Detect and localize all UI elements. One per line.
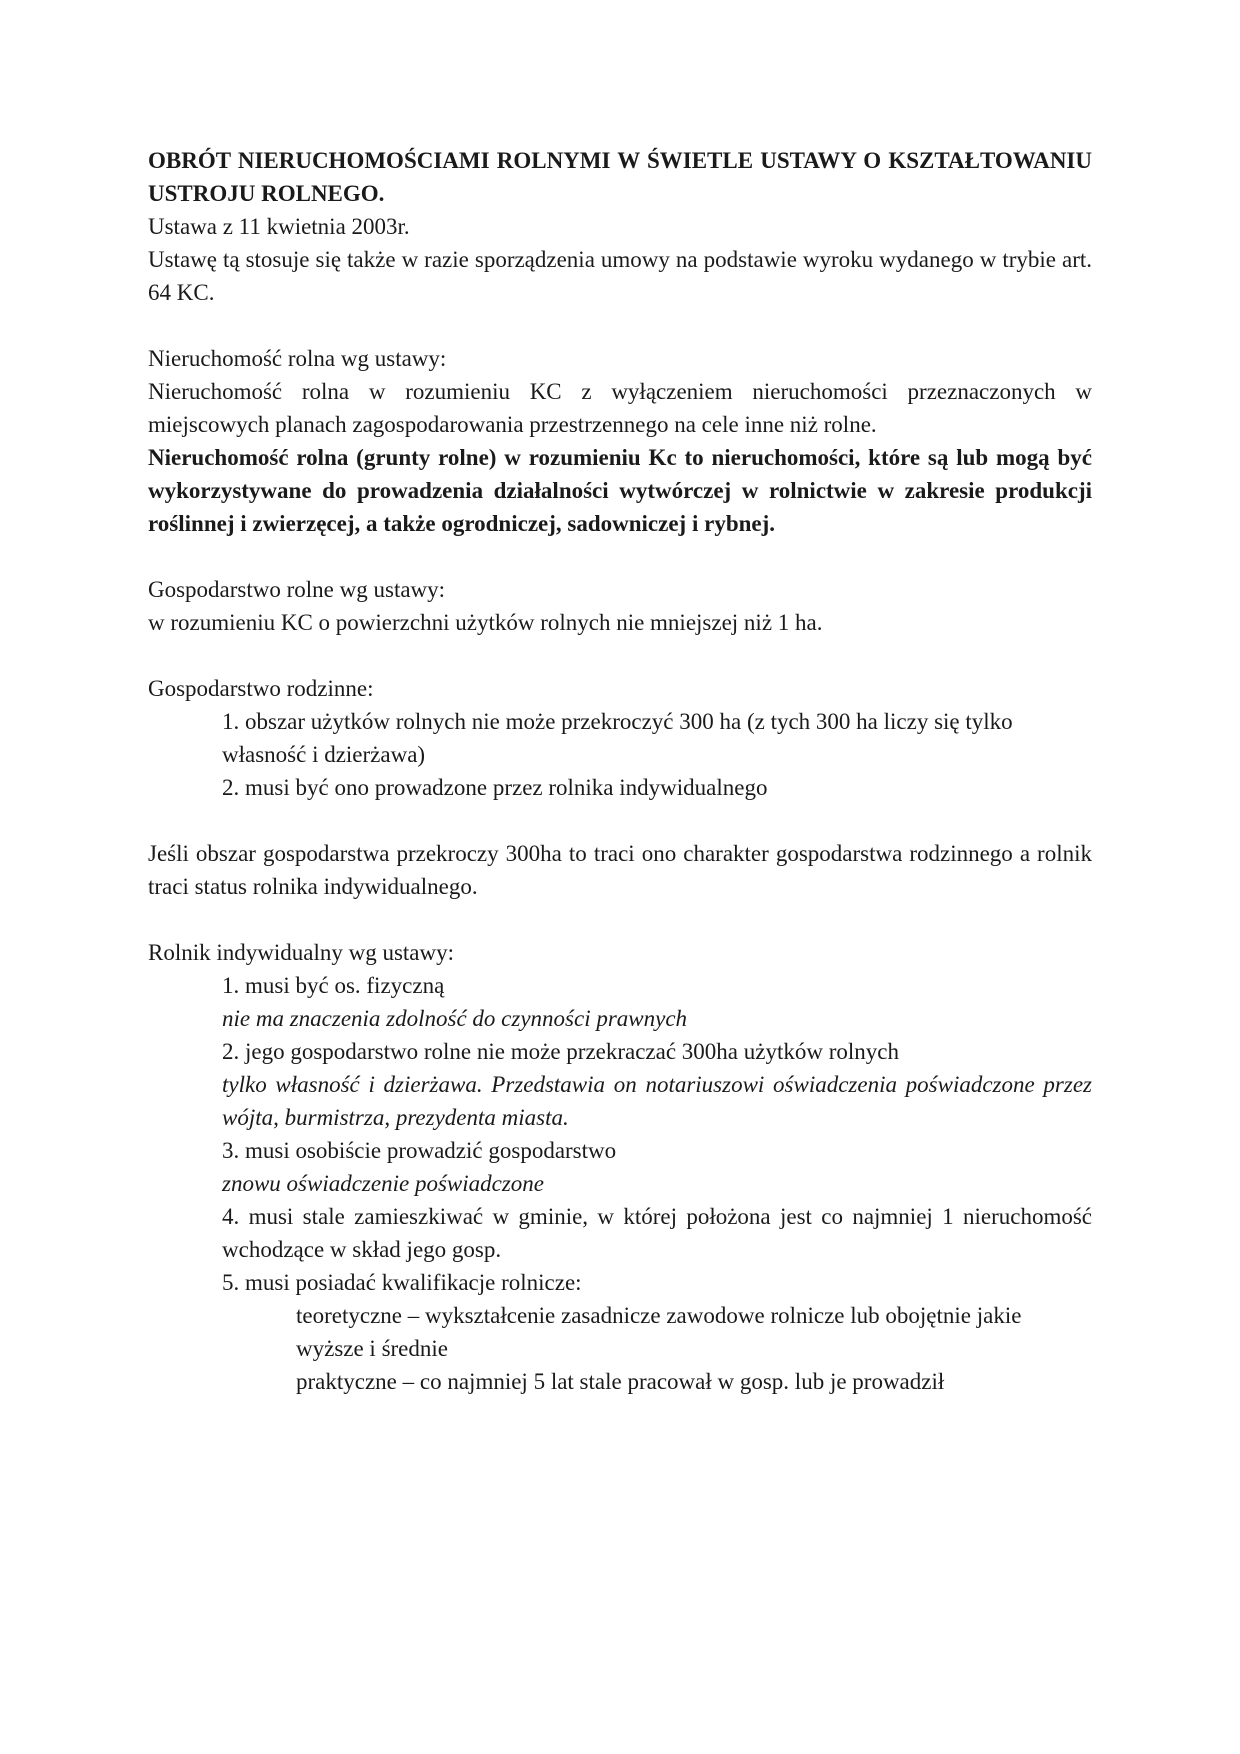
list-item-note: tylko własność i dzierżawa. Przedstawia on notariuszowi oświadczenia poświadczone przez wójta, burmistrza, prezydenta miasta. [222, 1072, 1092, 1130]
sub-list-item: teoretyczne – wykształcenie zasadnicze zawodowe rolnicze lub obojętnie jakie wyższe i średnie [296, 1303, 1022, 1361]
law-scope: Ustawę tą stosuje się także w razie sporządzenia umowy na podstawie wyroku wydanego w trybie art. 64 KC. [148, 247, 1092, 305]
section-heading-rolnik: Rolnik indywidualny wg ustawy: [148, 940, 455, 965]
document-title: OBRÓT NIERUCHOMOŚCIAMI ROLNYMI W ŚWIETLE USTAWY O KSZTAŁTOWANIU USTROJU ROLNEGO. [148, 148, 1092, 206]
law-date: Ustawa z 11 kwietnia 2003r. [148, 214, 410, 239]
rodzinne-note: Jeśli obszar gospodarstwa przekroczy 300ha to traci ono charakter gospodarstwa rodzinnego a rolnik traci status rolnika indywidualnego. [148, 841, 1092, 899]
spacer [148, 309, 1092, 342]
list-item: 1. musi być os. fizyczną [222, 973, 445, 998]
list-item: 3. musi osobiście prowadzić gospodarstwo [222, 1138, 617, 1163]
sub-list-item: praktyczne – co najmniej 5 lat stale pracował w gosp. lub je prowadził [296, 1369, 945, 1394]
list-item: 5. musi posiadać kwalifikacje rolnicze: [222, 1270, 582, 1295]
spacer [148, 639, 1092, 672]
section-heading-gospodarstwo: Gospodarstwo rolne wg ustawy: [148, 577, 446, 602]
nieruchomosc-definition: Nieruchomość rolna w rozumieniu KC z wyłączeniem nieruchomości przeznaczonych w miejscowych planach zagospodarowania przestrzennego na cele inne niż rolne. [148, 379, 1092, 437]
nieruchomosc-kc-definition: Nieruchomość rolna (grunty rolne) w rozumieniu Kc to nieruchomości, które są lub mogą być wykorzystywane do prowadzenia działalności wytwórczej w rolnictwie w zakresie produkcji roślinnej i zwierzęcej, a także ogrodniczej, sadowniczej i rybnej. [148, 445, 1092, 536]
section-heading-nieruchomosc: Nieruchomość rolna wg ustawy: [148, 346, 447, 371]
spacer [148, 804, 1092, 837]
document-body [148, 144, 1092, 1398]
list-item: 1. obszar użytków rolnych nie może przekroczyć 300 ha (z tych 300 ha liczy się tylko własność i dzierżawa) [222, 709, 1013, 767]
spacer [148, 903, 1092, 936]
list-item-note: znowu oświadczenie poświadczone [222, 1171, 544, 1196]
list-item: 2. jego gospodarstwo rolne nie może przekraczać 300ha użytków rolnych [222, 1039, 899, 1064]
list-item: 2. musi być ono prowadzone przez rolnika indywidualnego [222, 775, 768, 800]
gospodarstwo-definition: w rozumieniu KC o powierzchni użytków rolnych nie mniejszej niż 1 ha. [148, 610, 823, 635]
section-heading-rodzinne: Gospodarstwo rodzinne: [148, 676, 374, 701]
list-item: 4. musi stale zamieszkiwać w gminie, w której położona jest co najmniej 1 nieruchomość wchodzące w skład jego gosp. [222, 1204, 1092, 1262]
list-item-note: nie ma znaczenia zdolność do czynności prawnych [222, 1006, 688, 1031]
spacer [148, 540, 1092, 573]
